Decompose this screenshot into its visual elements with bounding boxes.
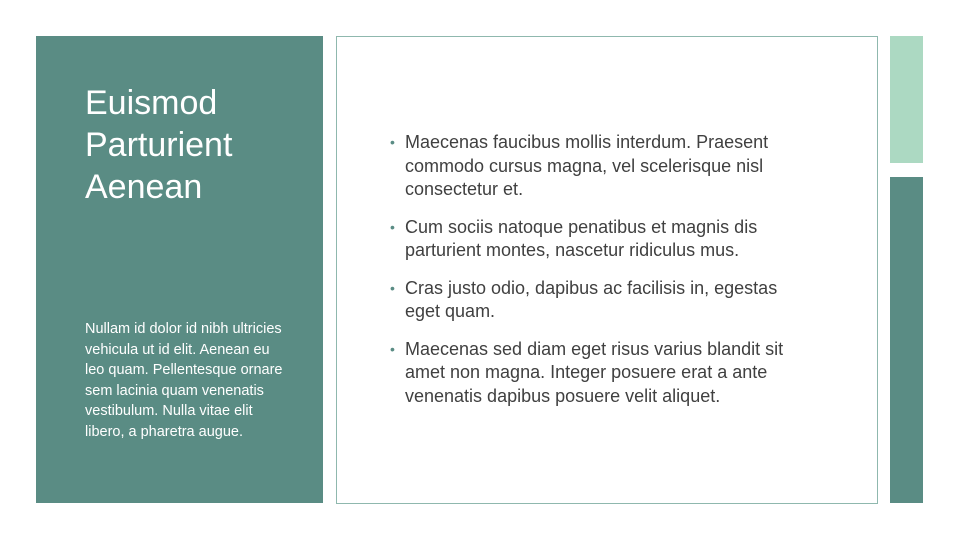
bullet-item: • Cum sociis natoque penatibus et magnis dis parturient montes, nascetur ridiculus mus. (390, 216, 758, 260)
title-line: Aenean (85, 168, 203, 206)
bullet-list (390, 131, 805, 422)
bullet-icon: • (390, 134, 395, 150)
content-box (336, 36, 878, 504)
slide-title (85, 82, 232, 208)
bullet-icon: • (390, 340, 395, 357)
bullet-item: • Cras justo odio, dapibus ac facilisis in, egestas eget quam. (390, 277, 778, 321)
decorative-bar-dark (890, 177, 923, 503)
title-line: Euismod (85, 84, 218, 122)
bullet-item: • Maecenas faucibus mollis interdum. Praesent commodo cursus magna, vel scelerisque nisl consectetur et. (390, 132, 769, 199)
title-line: Parturient (85, 126, 233, 164)
bullet-item: • Maecenas sed diam eget risus varius blandit sit amet non magna. Integer posuere erat a ante venenatis dapibus posuere velit aliquet. (390, 338, 784, 406)
bullet-icon: • (390, 218, 395, 235)
title-panel (36, 36, 323, 503)
decorative-bar-light (890, 36, 923, 163)
bullet-icon: • (390, 279, 395, 296)
slide-subtitle: Nullam id dolor id nibh ultricies vehicula ut id elit. Aenean eu leo quam. Pellentesque ornare sem lacinia quam venenatis vestibulum. Nulla vitae elit libero, a pharetra augue. (85, 321, 283, 440)
